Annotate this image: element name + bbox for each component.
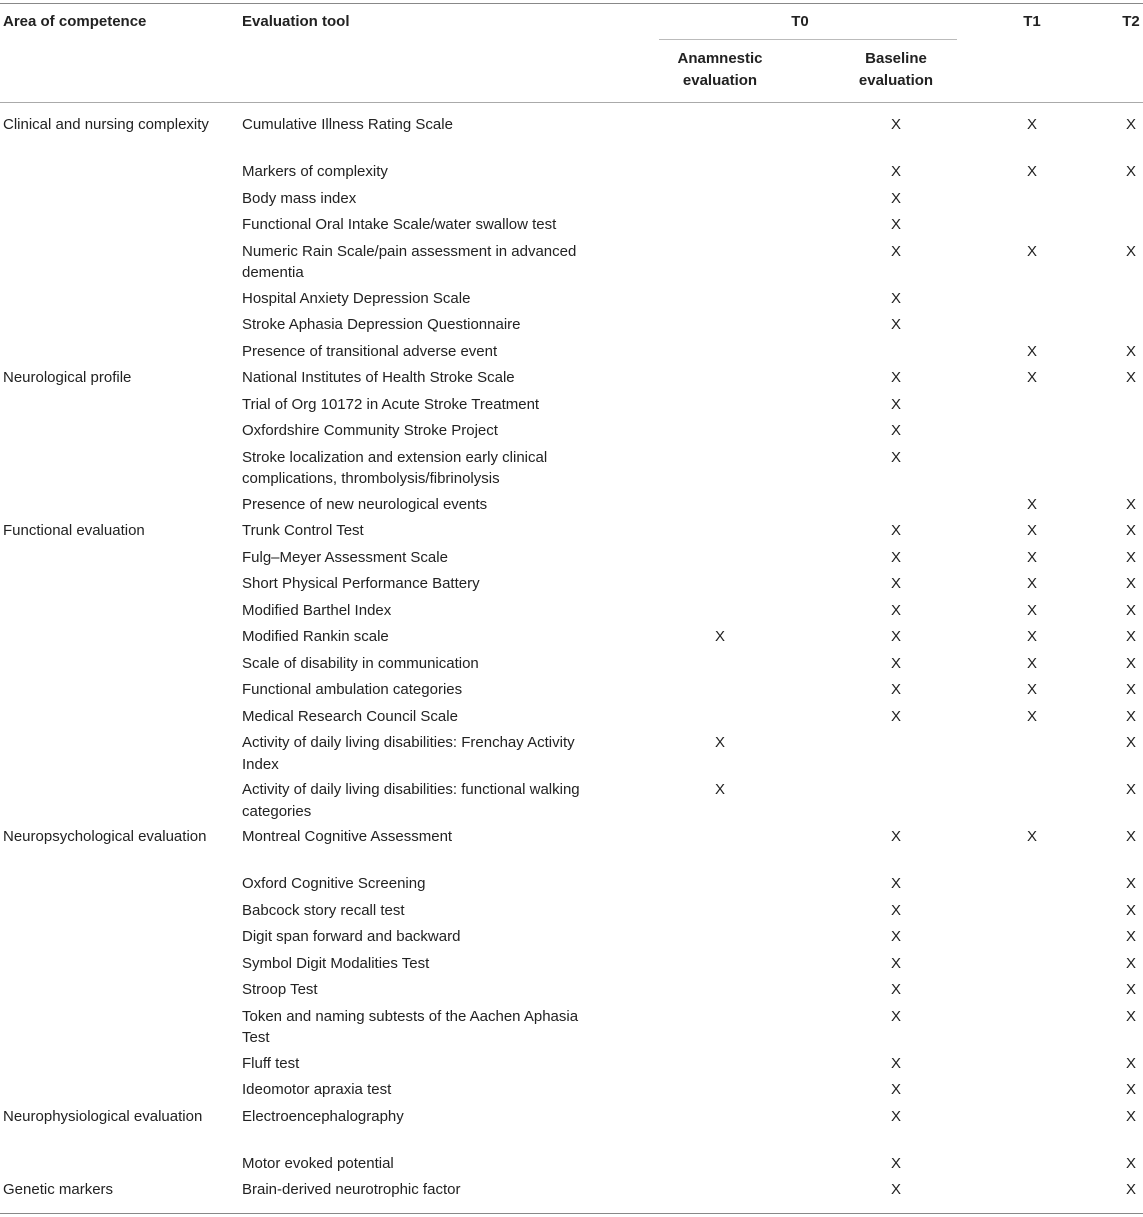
cell-t1-mark: X [1026, 369, 1037, 386]
cell-evaluation-tool: Fulg–Meyer Assessment Scale [242, 548, 448, 566]
cell-t2-mark: X [1125, 734, 1136, 751]
cell-t1-mark: X [1026, 707, 1037, 725]
cell-t2-mark: X [1125, 163, 1136, 180]
cell-evaluation-tool: Hospital Anxiety Depression Scale [242, 289, 471, 307]
cell-anamnestic-mark: X [714, 781, 725, 798]
cell-baseline-mark: X [890, 828, 901, 845]
cell-evaluation-tool: Presence of new neurological events [242, 495, 488, 513]
cell-t1-mark: X [1026, 342, 1037, 360]
cell-anamnestic-mark: X [714, 628, 725, 645]
header-t0: T0 [791, 13, 809, 30]
cell-t1-mark: X [1026, 163, 1037, 180]
cell-t1-mark: X [1026, 654, 1037, 672]
cell-t1-mark: X [1026, 495, 1037, 513]
cell-baseline-mark: X [890, 163, 901, 180]
cell-t2-mark: X [1125, 242, 1136, 260]
cell-evaluation-tool: Modified Rankin scale [242, 628, 389, 645]
cell-evaluation-tool: Stroke Aphasia Depression Questionnaire [242, 316, 521, 333]
cell-baseline-mark: X [890, 116, 901, 133]
cell-evaluation-tool: Digit span forward and backward [242, 928, 461, 945]
cell-t2-mark: X [1125, 828, 1136, 845]
cell-t2-mark: X [1125, 575, 1136, 592]
cell-baseline-mark: X [890, 1154, 901, 1172]
cell-baseline-mark: X [890, 189, 901, 207]
header-anamnestic-evaluation: Anamnestic evaluation [677, 50, 763, 89]
cell-baseline-mark: X [890, 1054, 901, 1072]
cell-evaluation-tool: Symbol Digit Modalities Test [242, 954, 430, 972]
cell-evaluation-tool: National Institutes of Health Stroke Scale [242, 369, 515, 386]
cell-area-of-competence: Neurophysiological evaluation [3, 1107, 203, 1125]
cell-t1-mark: X [1026, 242, 1037, 260]
cell-baseline-mark: X [890, 575, 901, 592]
cell-t2-mark: X [1125, 707, 1136, 725]
cell-area-of-competence: Clinical and nursing complexity [3, 116, 209, 133]
cell-evaluation-tool: Numeric Rain Scale/pain assessment in advanced dementia [242, 242, 577, 281]
cell-baseline-mark: X [890, 928, 901, 945]
cell-t2-mark: X [1125, 601, 1136, 619]
cell-baseline-mark: X [890, 1181, 901, 1198]
cell-baseline-mark: X [890, 395, 901, 413]
cell-baseline-mark: X [890, 548, 901, 566]
cell-evaluation-tool: Trial of Org 10172 in Acute Stroke Treatment [242, 395, 540, 413]
cell-baseline-mark: X [890, 601, 901, 619]
cell-evaluation-tool: Babcock story recall test [242, 901, 405, 919]
cell-evaluation-tool: Electroencephalography [242, 1107, 404, 1125]
cell-t2-mark: X [1125, 981, 1136, 998]
cell-evaluation-tool: Motor evoked potential [242, 1154, 394, 1172]
cell-t2-mark: X [1125, 1107, 1136, 1125]
header-t2: T2 [1122, 13, 1140, 30]
cell-evaluation-tool: Brain-derived neurotrophic factor [242, 1181, 461, 1198]
cell-baseline-mark: X [890, 289, 901, 307]
cell-t2-mark: X [1125, 1081, 1136, 1098]
cell-baseline-mark: X [890, 448, 901, 466]
cell-t2-mark: X [1125, 1007, 1136, 1025]
cell-t2-mark: X [1125, 781, 1136, 798]
cell-t2-mark: X [1125, 928, 1136, 945]
cell-evaluation-tool: Functional Oral Intake Scale/water swallow test [242, 216, 557, 233]
cell-evaluation-tool: Montreal Cognitive Assessment [242, 828, 453, 845]
cell-evaluation-tool: Cumulative Illness Rating Scale [242, 116, 453, 133]
cell-t2-mark: X [1125, 342, 1136, 360]
cell-t2-mark: X [1125, 1181, 1136, 1198]
cell-t2-mark: X [1125, 1054, 1136, 1072]
cell-evaluation-tool: Presence of transitional adverse event [242, 342, 498, 360]
cell-t1-mark: X [1026, 681, 1037, 698]
cell-baseline-mark: X [890, 628, 901, 645]
cell-evaluation-tool: Token and naming subtests of the Aachen Aphasia Test [242, 1007, 579, 1046]
cell-baseline-mark: X [890, 681, 901, 698]
cell-t2-mark: X [1125, 954, 1136, 972]
cell-t1-mark: X [1026, 628, 1037, 645]
cell-baseline-mark: X [890, 901, 901, 919]
cell-evaluation-tool: Functional ambulation categories [242, 681, 463, 698]
cell-evaluation-tool: Trunk Control Test [242, 522, 364, 539]
cell-baseline-mark: X [890, 1081, 901, 1098]
cell-t1-mark: X [1026, 116, 1037, 133]
cell-evaluation-tool: Ideomotor apraxia test [242, 1081, 392, 1098]
cell-evaluation-tool: Fluff test [242, 1054, 300, 1072]
cell-baseline-mark: X [890, 654, 901, 672]
cell-t2-mark: X [1125, 116, 1136, 133]
cell-evaluation-tool: Activity of daily living disabilities: functional walking categories [242, 781, 580, 820]
cell-baseline-mark: X [890, 422, 901, 439]
cell-evaluation-tool: Scale of disability in communication [242, 654, 479, 672]
cell-t1-mark: X [1026, 828, 1037, 845]
cell-t2-mark: X [1125, 495, 1136, 513]
cell-t2-mark: X [1125, 522, 1136, 539]
cell-t1-mark: X [1026, 522, 1037, 539]
cell-evaluation-tool: Markers of complexity [242, 163, 388, 180]
cell-evaluation-tool: Modified Barthel Index [242, 601, 392, 619]
cell-t2-mark: X [1125, 901, 1136, 919]
cell-evaluation-tool: Stroke localization and extension early clinical complications, thrombolysis/fibrinolysis [242, 448, 548, 487]
cell-anamnestic-mark: X [714, 734, 725, 751]
cell-t2-mark: X [1125, 681, 1136, 698]
cell-baseline-mark: X [890, 522, 901, 539]
header-evaluation-tool: Evaluation tool [242, 13, 350, 30]
cell-area-of-competence: Genetic markers [3, 1181, 114, 1198]
cell-area-of-competence: Neurological profile [3, 369, 132, 386]
cell-evaluation-tool: Oxford Cognitive Screening [242, 875, 426, 892]
cell-baseline-mark: X [890, 242, 901, 260]
cell-baseline-mark: X [890, 1107, 901, 1125]
cell-t1-mark: X [1026, 548, 1037, 566]
cell-evaluation-tool: Short Physical Performance Battery [242, 575, 480, 592]
cell-t2-mark: X [1125, 654, 1136, 672]
cell-baseline-mark: X [890, 875, 901, 892]
cell-baseline-mark: X [890, 707, 901, 725]
cell-evaluation-tool: Activity of daily living disabilities: Frenchay Activity Index [242, 734, 575, 773]
cell-baseline-mark: X [890, 316, 901, 333]
cell-baseline-mark: X [890, 216, 901, 233]
header-area-of-competence: Area of competence [3, 13, 147, 30]
cell-evaluation-tool: Medical Research Council Scale [242, 707, 458, 725]
cell-baseline-mark: X [890, 981, 901, 998]
cell-evaluation-tool: Body mass index [242, 189, 357, 207]
cell-area-of-competence: Neuropsychological evaluation [3, 828, 207, 845]
cell-t1-mark: X [1026, 601, 1037, 619]
cell-t2-mark: X [1125, 369, 1136, 386]
cell-area-of-competence: Functional evaluation [3, 522, 145, 539]
cell-t2-mark: X [1125, 1154, 1136, 1172]
cell-t1-mark: X [1026, 575, 1037, 592]
cell-evaluation-tool: Stroop Test [242, 981, 318, 998]
cell-baseline-mark: X [890, 954, 901, 972]
cell-evaluation-tool: Oxfordshire Community Stroke Project [242, 422, 498, 439]
cell-t2-mark: X [1125, 548, 1136, 566]
header-baseline-evaluation: Baseline evaluation [858, 50, 934, 89]
cell-baseline-mark: X [890, 369, 901, 386]
cell-t2-mark: X [1125, 875, 1136, 892]
cell-t2-mark: X [1125, 628, 1136, 645]
cell-baseline-mark: X [890, 1007, 901, 1025]
header-t1: T1 [1023, 13, 1041, 30]
